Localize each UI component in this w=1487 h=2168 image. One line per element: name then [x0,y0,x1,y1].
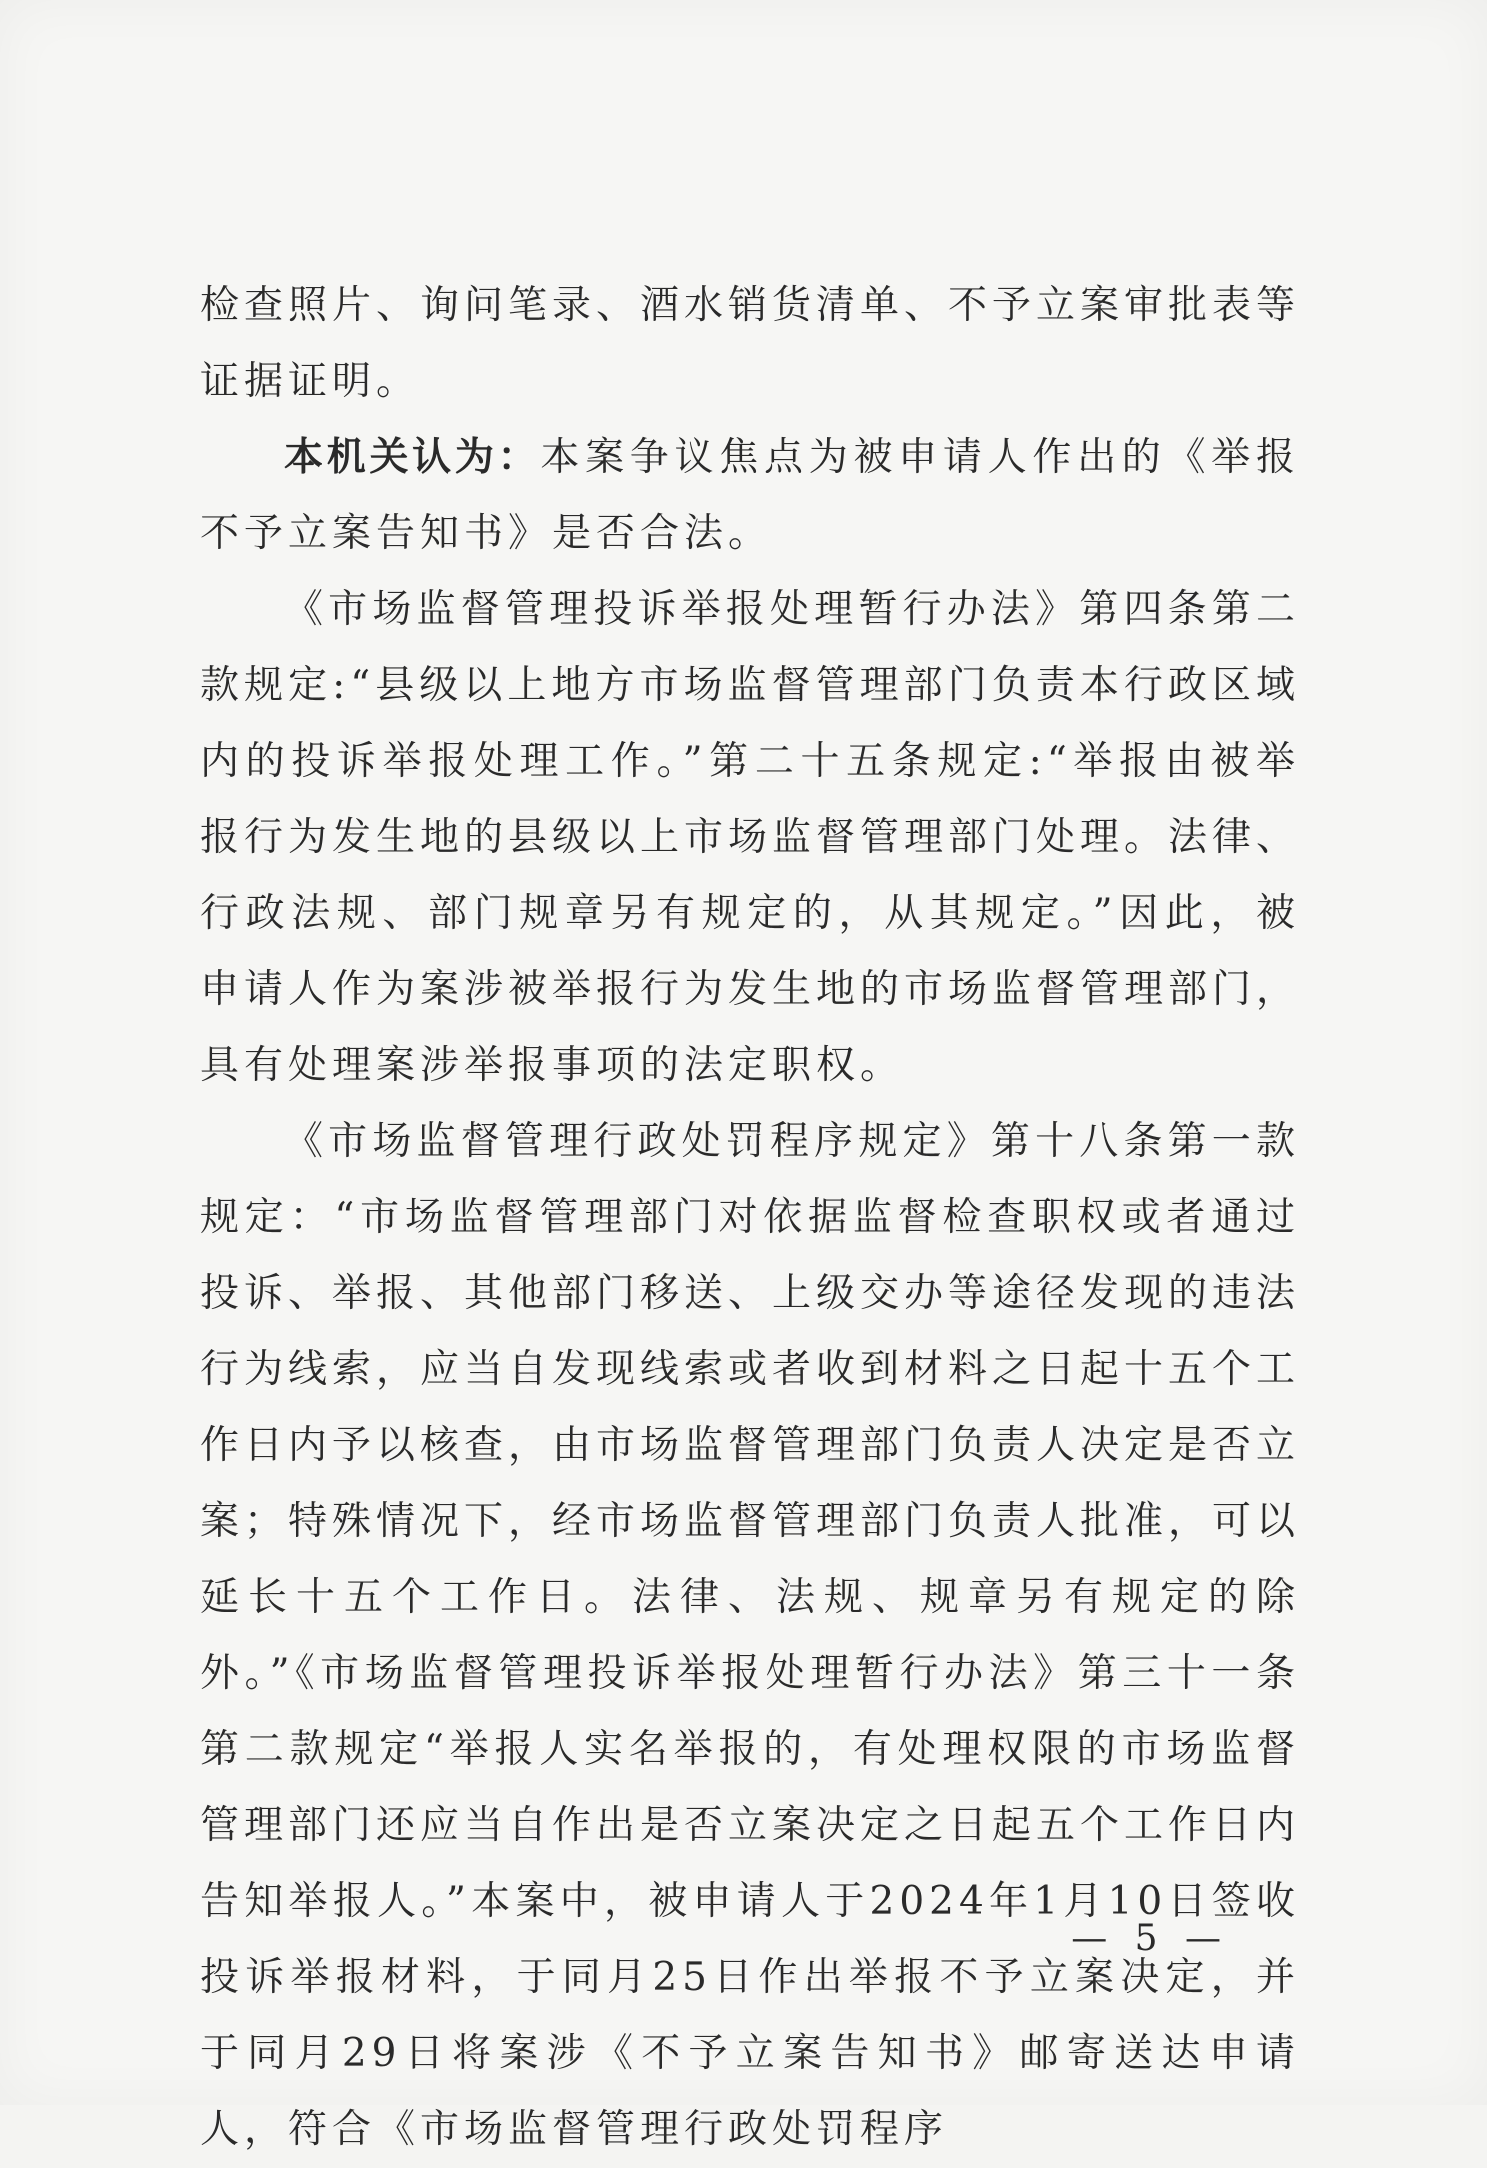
paragraph-jurisdiction [200,572,1300,1104]
paragraph-opinion [200,420,1300,572]
paragraph-text: 《市场监督管理行政处罚程序规定》第十八条第一款规定：“市场监督管理部门对依据监督检查职权或者通过投诉、举报、其他部门移送、上级交办等途径发现的违法行为线索，应当自发现线索或者收到材料之日起十五个工作日内予以核查，由市场监督管理部门负责人决定是否立案；特殊情况下，经市场监督管理部门负责人批准，可以延长十五个工作日。法律、法规、规章另有规定的除外。”《市场监督管理投诉举报处理暂行办法》第三十一条第二款规定“举报人实名举报的，有处理权限的市场监督管理部门还应当自作出是否立案决定之日起五个工作日内告知举报人。”本案中，被申请人于2024年1月10日签收投诉举报材料，于同月25日作出举报不予立案决定，并于同月29日将案涉《不予立案告知书》邮寄送达申请人，符合《市场监督管理行政处罚程序 [200,1119,1301,2152]
document-body [200,268,1300,2168]
paragraph-text: 《市场监督管理投诉举报处理暂行办法》第四条第二款规定:“县级以上地方市场监督管理部门负责本行政区域内的投诉举报处理工作。”第二十五条规定:“举报由被举报行为发生地的县级以上市场监督管理部门处理。法律、行政法规、部门规章另有规定的，从其规定。”因此，被申请人作为案涉被举报行为发生地的市场监督管理部门，具有处理案涉举报事项的法定职权。 [200,587,1301,1088]
paragraph-procedure [200,1104,1300,2168]
paragraph-evidence [200,268,1300,420]
paragraph-lead-bold: 本机关认为： [284,435,541,480]
paragraph-text: 本案争议焦点为被申请人作出的《举报不予立案告知书》是否合法。 [200,435,1300,556]
page-number: — 5 — [1071,1918,1229,1959]
paragraph-text: 检查照片、询问笔录、酒水销货清单、不予立案审批表等证据证明。 [200,283,1301,404]
